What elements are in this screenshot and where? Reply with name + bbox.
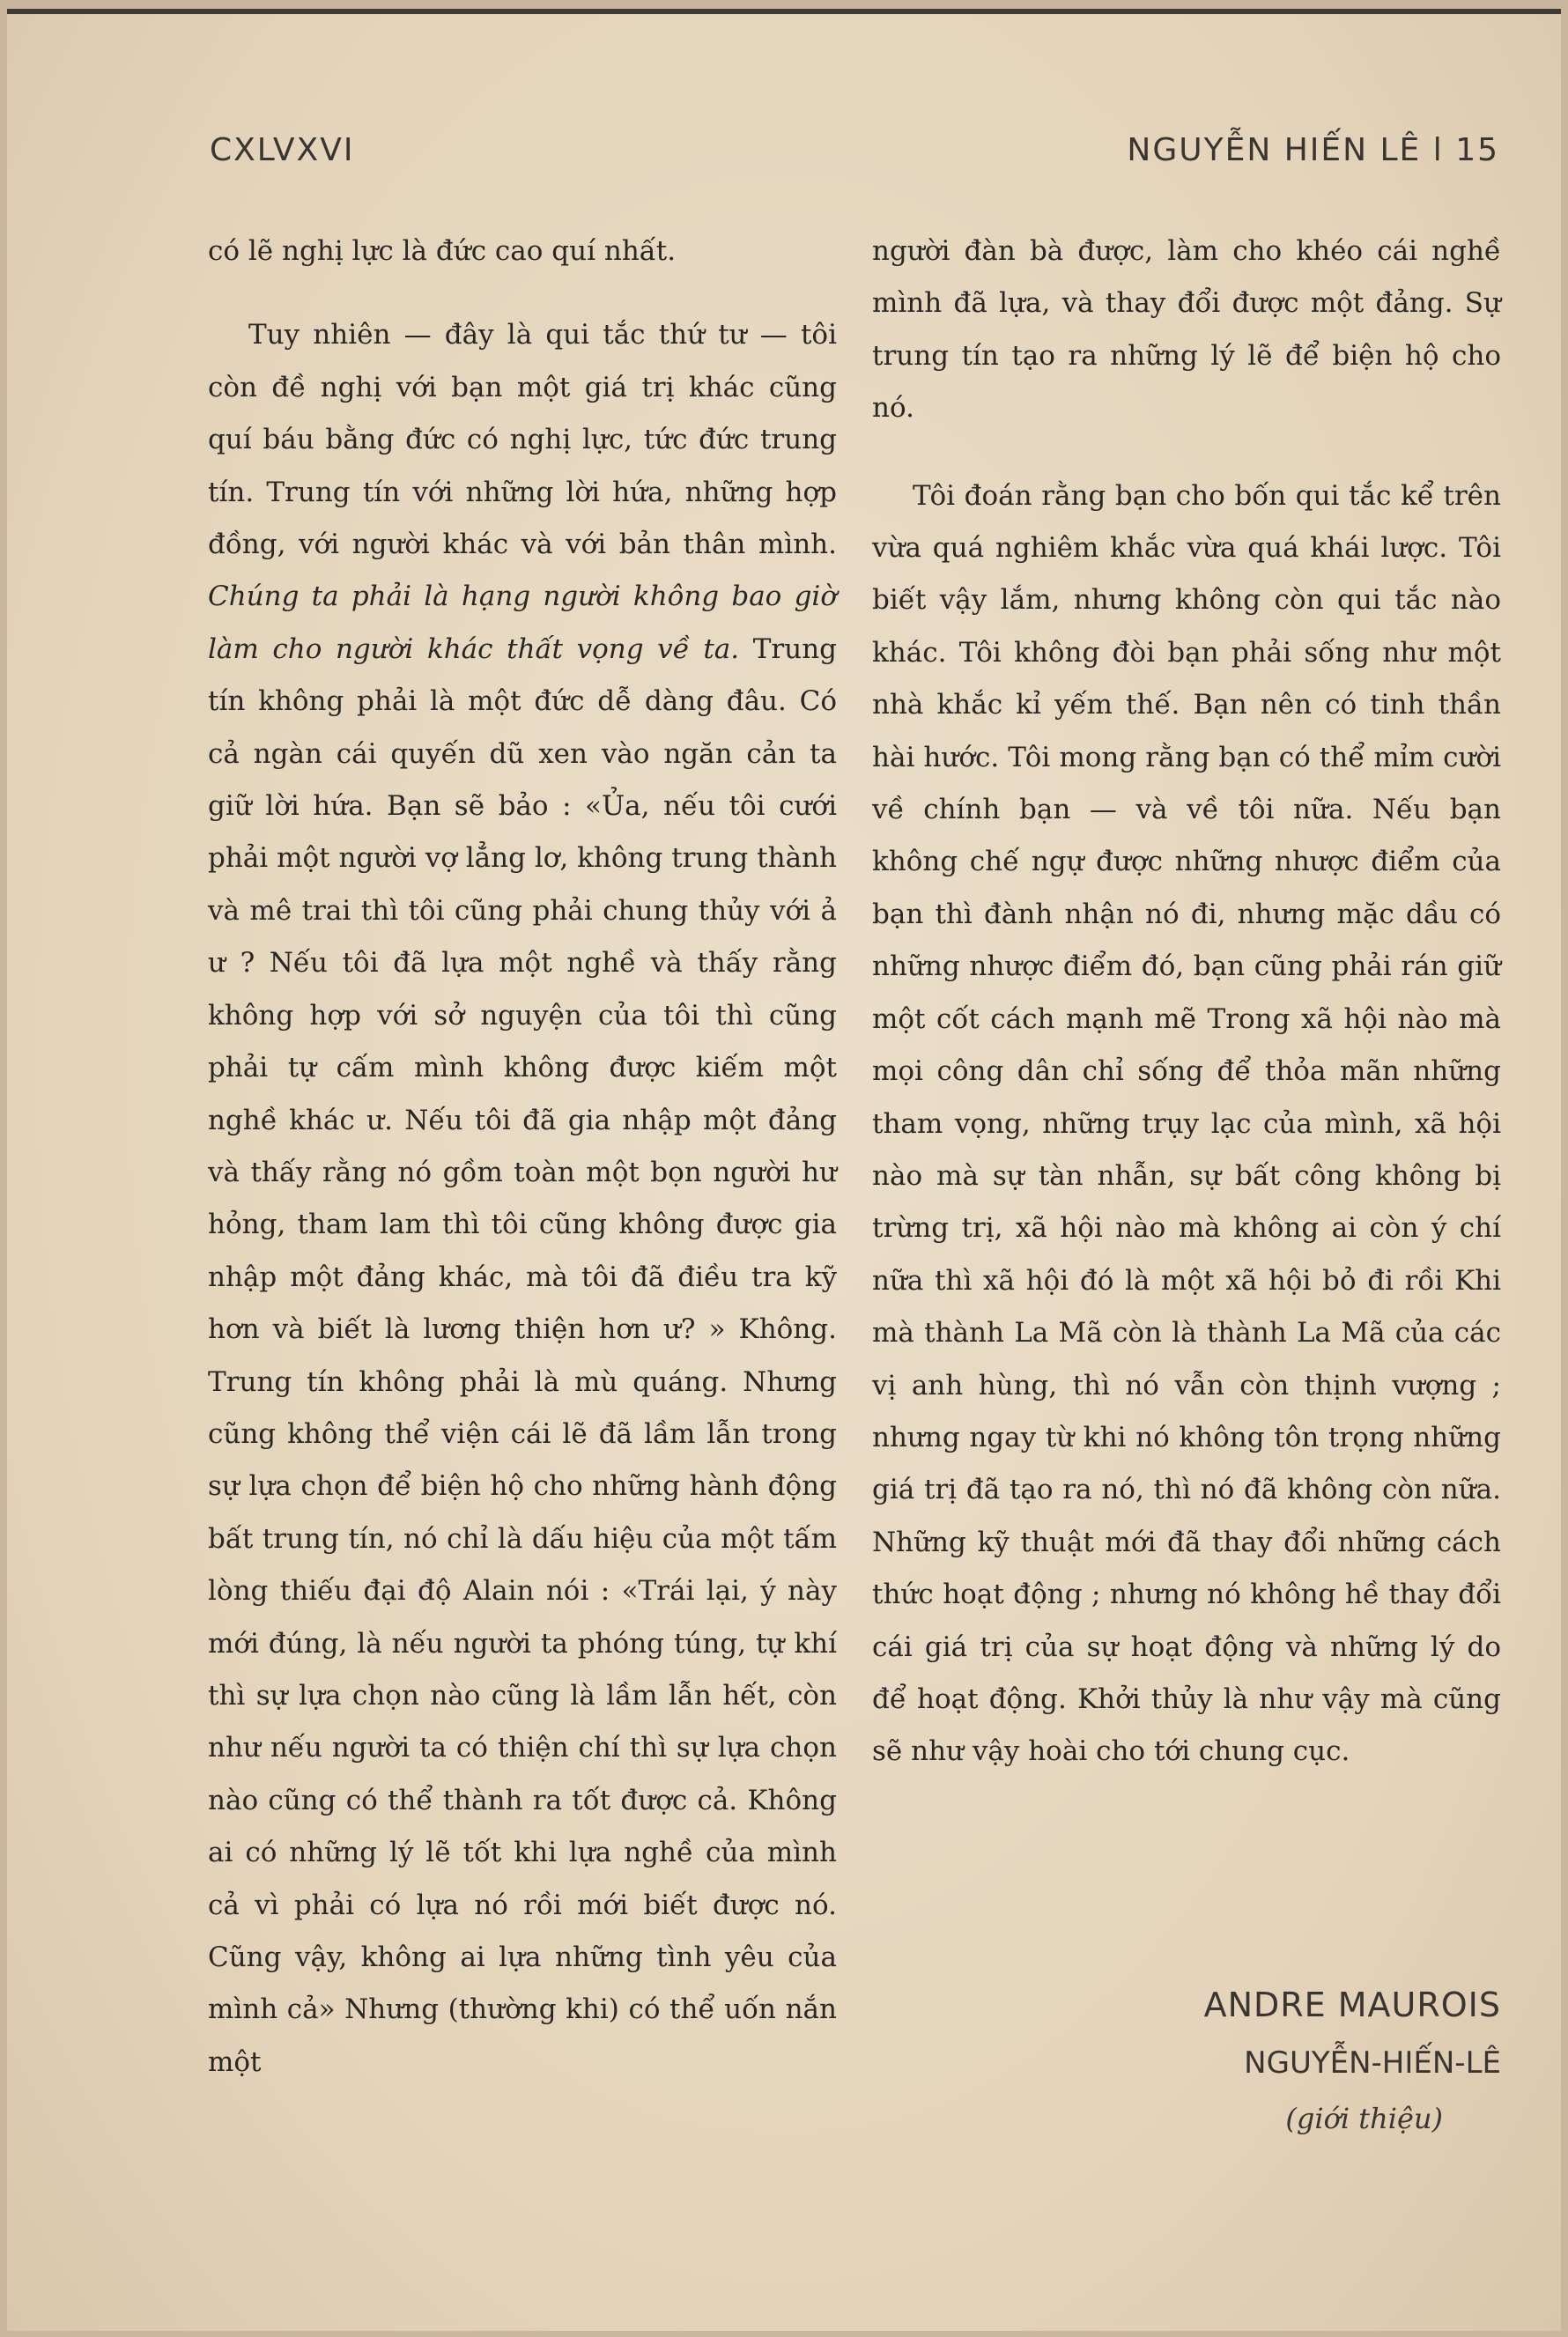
translator-signature: NGUYỄN-HIẾN-LÊ <box>1244 2045 1501 2081</box>
top-border <box>7 9 1561 14</box>
paragraph-text: Tuy nhiên — đây là qui tắc thứ tư — tôi còn đề nghị với bạn một giá trị khác cũng quí báu bằng đức có nghị lực, tức đức trung tín. Trung tín với những lời hứa, những hợp đồng, với người khác và với bản thân mình. <box>208 319 837 561</box>
author-signature: ANDRE MAUROIS <box>1203 1986 1501 2024</box>
paragraph: Tôi đoán rằng bạn cho bốn qui tắc kể trên vừa quá nghiêm khắc vừa quá khái lược. Tôi biết vậy lắm, nhưng không còn qui tắc nào khác. Tôi không đòi bạn phải sống như một nhà khắc kỉ yếm thế. Bạn nên có tinh thần hài hước. Tôi mong rằng bạn có thể mỉm cười về chính bạn — và về tôi nữa. Nếu bạn không chế ngự được những nhược điểm của bạn thì đành nhận nó đi, nhưng mặc dầu có những nhược điểm đó, bạn cũng phải rán giữ một cốt cách mạnh mẽ Trong xã hội nào mà mọi công dân chỉ sống để thỏa mãn những tham vọng, những trụy lạc của mình, xã hội nào mà sự tàn nhẫn, sự bất công không bị trừng trị, xã hội nào mà không ai còn ý chí nữa thì xã hội đó là một xã hội bỏ đi rồi Khi mà thành La Mã còn là thành La Mã của các vị anh hùng, thì nó vẫn còn thịnh vượng ; nhưng ngay từ khi nó không tôn trọng những giá trị đã tạo ra nó, thì nó đã không còn nữa. Những kỹ thuật mới đã thay đổi những cách thức hoạt động ; nhưng nó không hề thay đổi cái giá trị của sự hoạt động và những lý do để hoạt động. Khởi thủy là như vậy mà cũng sẽ như vậy hoài cho tới chung cục. <box>872 479 1501 1768</box>
paragraph: người đàn bà được, làm cho khéo cái nghề mình đã lựa, và thay đổi được một đảng. Sự trung tín tạo ra những lý lẽ để biện hộ cho nó. <box>872 235 1501 425</box>
running-header <box>210 132 1499 176</box>
left-column <box>208 226 837 2089</box>
volume-number: CXLVXVI <box>210 132 355 168</box>
paragraph: có lẽ nghị lực là đức cao quí nhất. <box>208 235 677 267</box>
right-column <box>872 226 1501 1779</box>
introduction-note: (giới thiệu) <box>1285 2102 1443 2135</box>
italic-quote: Chúng ta phải là hạng người không bao giờ làm cho người khác thất vọng về ta. <box>208 581 837 665</box>
paragraph-text: Trung tín không phải là một đức dễ dàng đâu. Có cả ngàn cái quyến dũ xen vào ngăn cản ta giữ lời hứa. Bạn sẽ bảo : «Ủa, nếu tôi cưới phải một người vợ lẳng lơ, không trung thành và mê trai thì tôi cũng phải chung thủy với ả ư ? Nếu tôi đã lựa một nghề và thấy rằng không hợp với sở nguyện của tôi thì cũng phải tự cấm mình không được kiếm một nghề khác ư. Nếu tôi đã gia nhập một đảng và thấy rằng nó gồm toàn một bọn người hư hỏng, tham lam thì tôi cũng không được gia nhập một đảng khác, mà tôi đã điều tra kỹ hơn và biết là lương thiện hơn ư? » Không. Trung tín không phải là mù quáng. Nhưng cũng không thể viện cái lẽ đã lầm lẫn trong sự lựa chọn để biện hộ cho những hành động bất trung tín, nó chỉ là dấu hiệu của một tấm lòng thiếu đại độ Alain nói : «Trái lại, ý này mới đúng, là nếu người ta phóng túng, tự khí thì sự lựa chọn nào cũng là lầm lẫn hết, còn như nếu người ta có thiện chí thì sự lựa chọn nào cũng có thể thành ra tốt được cả. Không ai có những lý lẽ tốt khi lựa nghề của mình cả vì phải có lựa nó rồi mới biết được nó. Cũng vậy, không ai lựa những tình yêu của mình cả» Nhưng (thường khi) có thể uốn nắn một <box>208 632 838 2078</box>
paragraph <box>208 309 837 2089</box>
author-page-number: NGUYỄN HIẾN LÊ l 15 <box>1127 132 1499 168</box>
